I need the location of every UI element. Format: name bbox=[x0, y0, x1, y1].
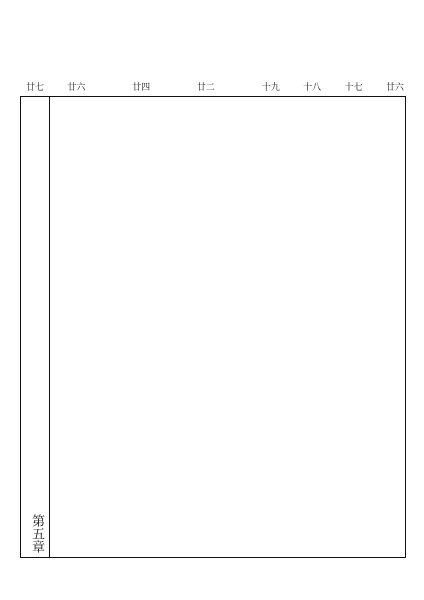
annotation-marks bbox=[26, 80, 404, 94]
annotation-mark: 廿二 bbox=[196, 83, 215, 93]
body-text bbox=[53, 99, 401, 555]
header-notes bbox=[26, 12, 404, 78]
annotation-mark: 廿六 bbox=[385, 83, 404, 93]
margin-column bbox=[23, 101, 47, 553]
annotation-mark: 廿四 bbox=[132, 83, 151, 93]
page-footer bbox=[20, 562, 406, 588]
annotation-mark: 廿七 bbox=[26, 83, 45, 93]
annotation-mark: 十八 bbox=[303, 83, 322, 93]
annotation-mark: 十九 bbox=[261, 83, 280, 93]
annotation-mark: 十七 bbox=[344, 83, 363, 93]
chapter-label: 第五章 bbox=[29, 514, 44, 553]
text-frame bbox=[20, 96, 406, 558]
annotation-mark: 廿六 bbox=[67, 83, 86, 93]
